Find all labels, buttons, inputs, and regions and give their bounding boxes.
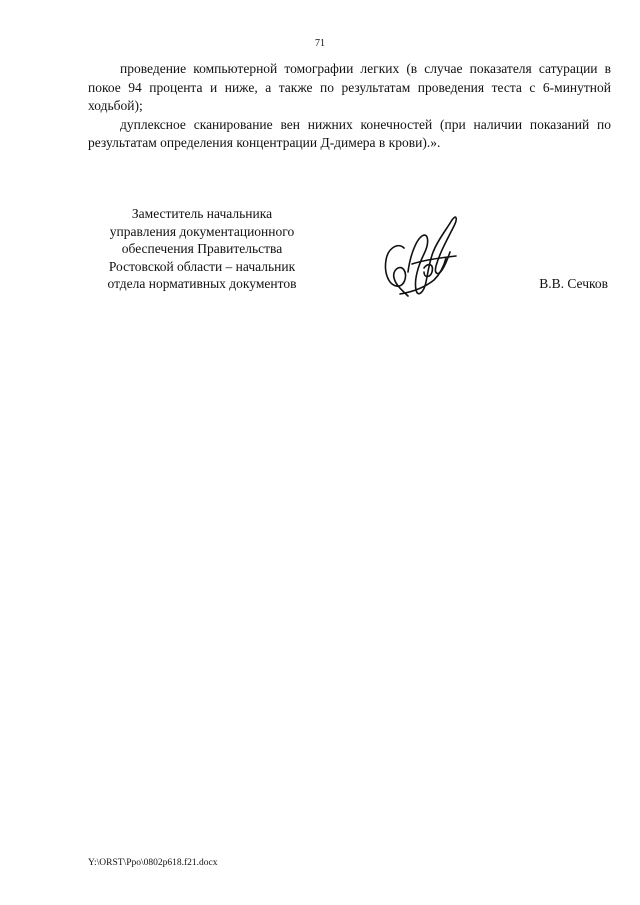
- signatory-title-line: отдела нормативных документов: [107, 276, 297, 291]
- handwritten-signature: [378, 212, 464, 300]
- signatory-title: [86, 205, 318, 293]
- paragraph-ct-scan: проведение компьютерной томографии легких (в случае показателя сатурации в покое 94 процента и ниже, а также по результатам проведения теста с 6-минутной ходьбой);: [88, 61, 611, 113]
- page-number: 71: [315, 38, 325, 49]
- paragraph-duplex-scan: дуплексное сканирование вен нижних конечностей (при наличии показаний по результатам определения концентрации Д-димера в крови).».: [88, 116, 611, 150]
- signatory-title-line: обеспечения Правительства: [121, 241, 283, 256]
- signatory-title-line: Ростовской области – начальник: [108, 258, 296, 274]
- signatory-name: В.В. Сечков: [539, 276, 608, 291]
- footer-file-path: Y:\ORST\Ppo\0802p618.f21.docx: [88, 858, 218, 868]
- signatory-title-line: Заместитель начальника: [131, 206, 273, 221]
- signatory-title-line: управления документационного: [109, 223, 295, 239]
- document-body: [88, 60, 611, 153]
